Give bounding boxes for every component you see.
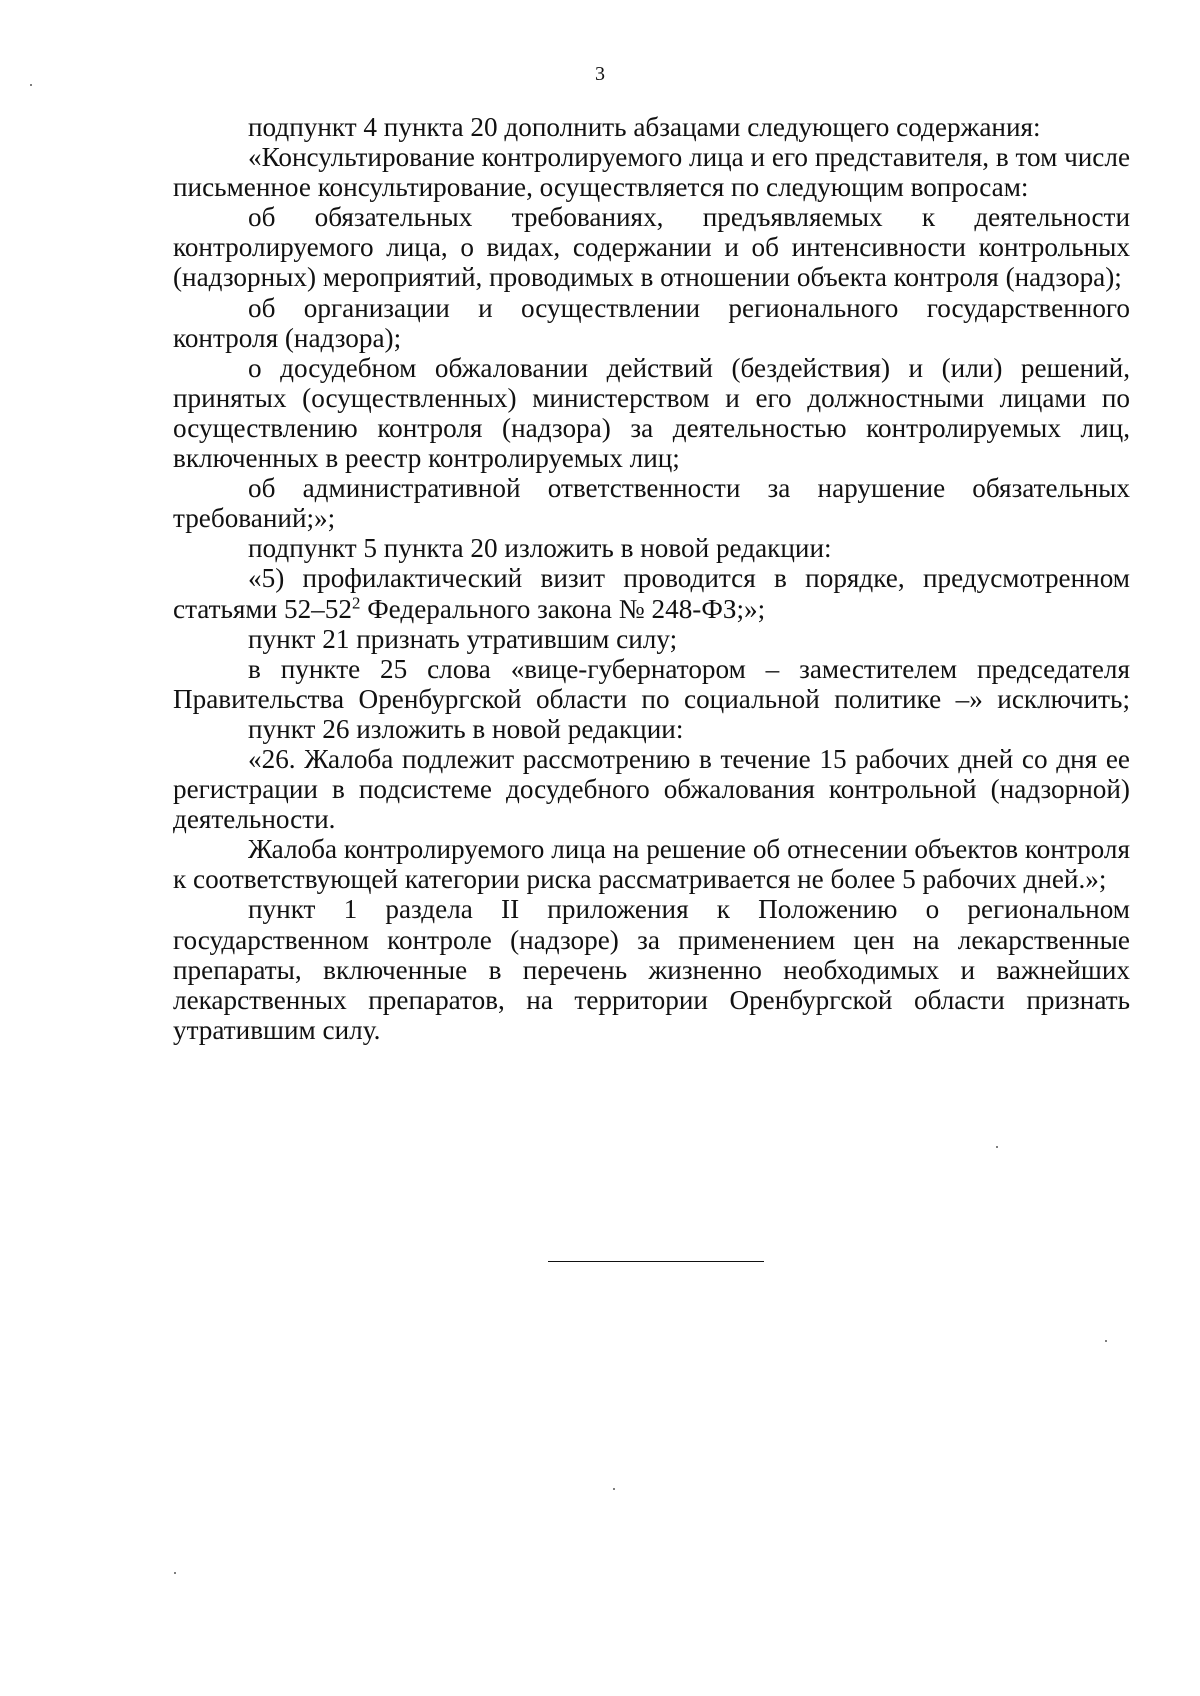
scan-speck [174,1572,176,1574]
preventive-visit-text-before: «5) профилактический визит проводится в порядке, предусмотренном статьями 52–52 [173,563,1130,624]
paragraph-subpoint-4-intro: подпункт 4 пункта 20 дополнить абзацами следующего содержания: [248,112,1041,142]
paragraph-administrative-liability: об административной ответственности за нарушение обязательных требований;»; [173,473,1130,534]
paragraph-point-21-void: пункт 21 признать утратившим силу; [248,623,678,654]
document-body [173,112,1130,1045]
scan-speck [1105,1340,1107,1342]
paragraph-consulting-topics: «Консультирование контролируемого лица и его представителя, в том числе письменное консультирование, осуществляется по следующим вопросам: [173,142,1131,203]
scan-speck [613,1488,615,1490]
preventive-visit-text-after: Федерального закона № 248-ФЗ;»; [360,593,766,624]
paragraph-complaint-risk-category: Жалоба контролируемого лица на решение об отнесении объектов контроля к соответствующей категории риска рассматривается не более 5 рабочих дней.»; [173,834,1130,895]
paragraph-annex-point-1-void: пункт 1 раздела II приложения к Положению о региональном государственном контроле (надзоре) за применением цен на лекарственные препараты, включенные в перечень жизненно необходимых и важнейших лекарственных препаратов, на территории Оренбургской области признать утратившим силу. [173,894,1130,1045]
paragraph-preventive-visit [173,563,1130,623]
paragraph-mandatory-requirements: об обязательных требованиях, предъявляемых к деятельности контролируемого лица, о видах, содержании и об интенсивности контрольных (надзорных) мероприятий, проводимых в отношении объекта контроля (надзора); [173,202,1130,293]
paragraph-pretrial-appeal: о досудебном обжаловании действий (бездействия) и (или) решений, принятых (осуществленных) министерством и его должностными лицами по осуществлению контроля (надзора) за деятельностью контролируемых лиц, включенных в реестр контролируемых лиц; [173,352,1130,474]
paragraph-subpoint-5-intro: подпункт 5 пункта 20 изложить в новой редакции: [248,533,832,564]
paragraph-organization-of-control: об организации и осуществлении регионального государственного контроля (надзора); [173,292,1130,353]
article-superscript: 2 [351,593,361,613]
paragraph-complaint-term: «26. Жалоба подлежит рассмотрению в течение 15 рабочих дней со дня ее регистрации в подсистеме досудебного обжалования контрольной (надзорной) деятельности. [173,743,1130,835]
end-of-text-rule [548,1261,764,1262]
scan-speck [30,84,32,86]
paragraph-point-25-words: в пункте 25 слова «вице-губернатором – заместителем председателя Правительства Оренбургской области по социальной политике –» исключить; [173,653,1130,714]
scan-speck [996,1146,998,1148]
paragraph-point-26-intro: пункт 26 изложить в новой редакции: [248,713,684,744]
page-number: 3 [595,63,605,85]
